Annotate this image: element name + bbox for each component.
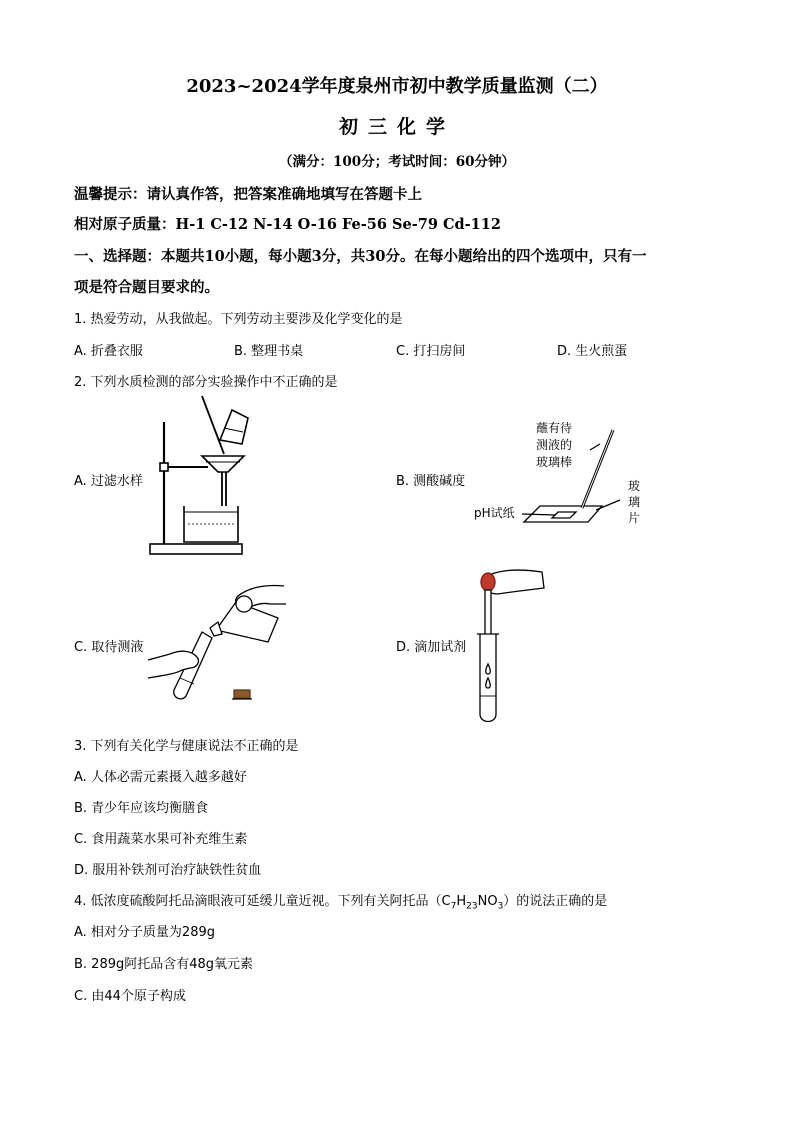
q2-option-c: C. 取待测液 <box>74 640 144 655</box>
q2-option-d: D. 滴加试剂 <box>396 640 467 655</box>
q1-stem: 1. 热爱劳动，从我做起。下列劳动主要涉及化学变化的是 <box>74 312 403 327</box>
q1-option-d: D. 生火煎蛋 <box>557 344 628 359</box>
exam-title: 2023~2024学年度泉州市初中教学质量监测（二） <box>186 76 608 97</box>
label-rod-line3: 玻璃棒 <box>536 455 573 469</box>
q4-no: NO <box>477 894 498 909</box>
dropper-figure <box>458 566 548 724</box>
q1-option-b: B. 整理书桌 <box>234 344 304 359</box>
q3-option-c: C. 食用蔬菜水果可补充维生素 <box>74 832 248 847</box>
q2-option-b: B. 测酸碱度 <box>396 474 466 489</box>
section-heading-line2: 项是符合题目要求的。 <box>74 279 219 296</box>
q4-stem-after: ）的说法正确的是 <box>503 894 608 909</box>
q2-option-a: A. 过滤水样 <box>74 474 143 489</box>
q4-option-a: A. 相对分子质量为289g <box>74 925 215 940</box>
ph-test-figure <box>470 418 650 534</box>
section-heading-line1: 一、选择题：本题共10小题，每小题3分，共30分。在每小题给出的四个选项中，只有一 <box>74 248 647 265</box>
q4-option-c: C. 由44个原子构成 <box>74 989 186 1004</box>
q4-sub-h: 23 <box>466 901 478 912</box>
pour-liquid-figure <box>146 580 290 708</box>
q3-option-d: D. 服用补铁剂可治疗缺铁性贫血 <box>74 863 262 878</box>
q4-option-b: B. 289g阿托品含有48g氧元素 <box>74 957 254 972</box>
q1-option-a: A. 折叠衣服 <box>74 344 143 359</box>
label-ph-paper: pH试纸 <box>474 506 515 520</box>
tip-line: 温馨提示：请认真作答，把答案准确地填写在答题卡上 <box>74 186 422 203</box>
q4-sub-o: 3 <box>497 901 504 912</box>
label-glass-3: 片 <box>628 511 641 525</box>
q3-option-b: B. 青少年应该均衡膳食 <box>74 801 209 816</box>
subject-title: 初三化学 <box>338 116 455 138</box>
label-glass-1: 玻 <box>628 479 641 493</box>
q3-option-a: A. 人体必需元素摄入越多越好 <box>74 770 247 785</box>
q3-stem: 3. 下列有关化学与健康说法不正确的是 <box>74 739 299 754</box>
q1-option-c: C. 打扫房间 <box>396 344 466 359</box>
q4-sub-c: 7 <box>450 901 457 912</box>
q4-h: H <box>456 894 467 909</box>
score-time: （满分：100分；考试时间：60分钟） <box>279 154 515 170</box>
q2-stem: 2. 下列水质检测的部分实验操作中不正确的是 <box>74 375 338 390</box>
label-rod-line2: 测液的 <box>536 438 573 452</box>
atomic-mass-line: 相对原子质量：H-1 C-12 N-14 O-16 Fe-56 Se-79 Cd-112 <box>74 216 501 233</box>
q4-stem-before: 4. 低浓度硫酸阿托品滴眼液可延缓儿童近视。下列有关阿托品（C <box>74 894 451 909</box>
q4-stem <box>74 890 607 912</box>
label-rod-line1: 蘸有待 <box>536 421 573 435</box>
filtration-apparatus-figure <box>146 392 250 558</box>
label-glass-2: 璃 <box>628 495 641 509</box>
